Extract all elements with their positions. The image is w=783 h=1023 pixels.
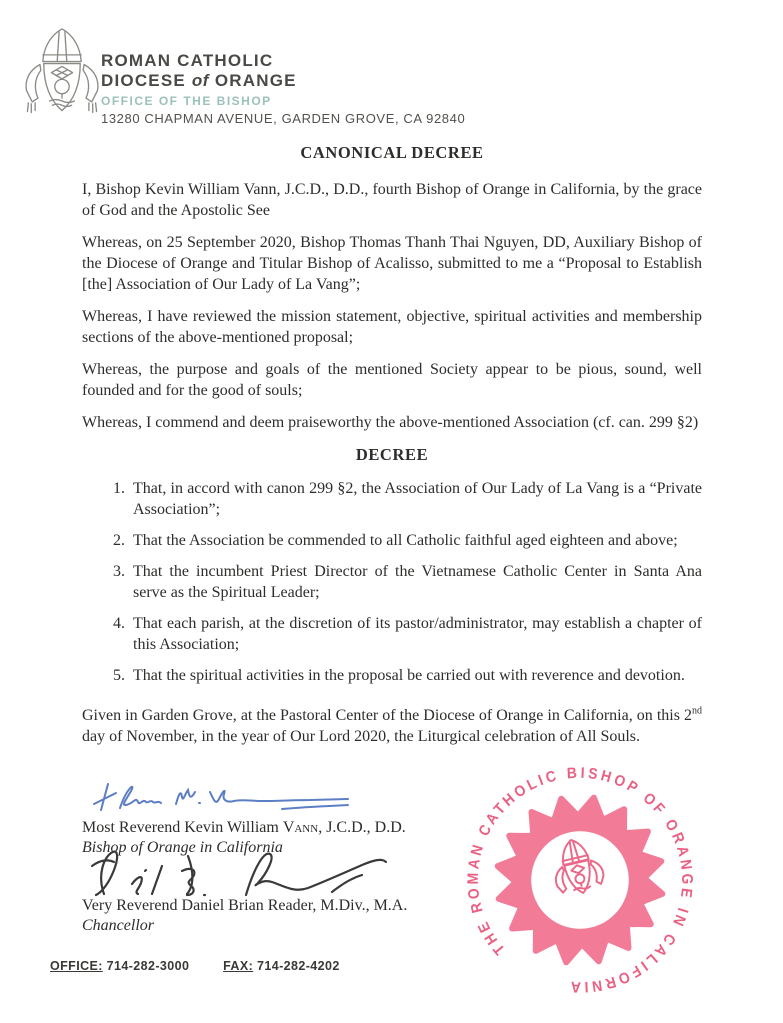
address: 13280 CHAPMAN AVENUE, GARDEN GROVE, CA 92840 [101,111,466,126]
org-name-line1: ROMAN CATHOLIC [101,51,274,70]
bishop-seal-stamp-icon [434,734,727,1023]
bishop-title: Bishop of Orange in California [82,839,283,856]
office-of-the-bishop: OFFICE OF THE BISHOP [101,94,272,108]
bishop-handwritten-signature [86,777,382,823]
decree-item: That the Association be commended to all Catholic faithful aged eighteen and above; [133,532,678,549]
chancellor-name: Very Reverend Daniel Brian Reader, M.Div., M.A. [82,897,408,914]
paragraph-whereas-3: Whereas, the purpose and goals of the mentioned Society appear to be pious, sound, well founded and for the good of souls; [82,361,702,399]
decree-item: That, in accord with canon 299 §2, the Association of Our Lady of La Vang is a “Private Association”; [133,480,702,518]
fax-number: 714-282-4202 [257,959,340,973]
paragraph-preamble: I, Bishop Kevin William Vann, J.C.D., D.D., fourth Bishop of Orange in California, by the grace of God and the Apostolic See [82,181,702,219]
bishop-name: Most Reverend Kevin William Vann, J.C.D., D.D. [82,819,406,836]
paragraph-whereas-1: Whereas, on 25 September 2020, Bishop Thomas Thanh Thai Nguyen, DD, Auxiliary Bishop of the Diocese of Orange and Titular Bishop of Acalisso, submitted to me a “Proposal to Establish [the] Association of Our Lady of La Vang”; [82,234,702,293]
org-name-line2: DIOCESE of ORANGE [101,71,297,90]
paragraph-whereas-4: Whereas, I commend and deem praiseworthy the above-mentioned Association (cf. can. 299 §2) [82,414,699,431]
footer-contact [50,959,340,973]
fax-label: FAX: [223,959,254,973]
decree-item: That the incumbent Priest Director of the Vietnamese Catholic Center in Santa Ana serve as the Spiritual Leader; [133,563,702,601]
office-phone-label: OFFICE: [50,959,103,973]
ordinal-superscript: nd [692,705,702,717]
chancellor-signature-block [82,896,407,936]
office-phone-number: 714-282-3000 [106,959,190,973]
decree-heading: DECREE [355,445,429,464]
decree-item: That the spiritual activities in the proposal be carried out with reverence and devotion. [133,667,685,684]
document-title: CANONICAL DECREE [300,143,484,162]
closing-paragraph: Given in Garden Grove, at the Pastoral Center of the Diocese of Orange in California, on this 2nd day of November, in the year of Our Lord 2020, the Liturgical celebration of All Souls. [82,705,702,745]
document-body [82,143,702,747]
letterhead [101,51,465,127]
seal-ring-text: THE ROMAN CATHOLIC BISHOP OF ORANGE IN CALIFORNIA [464,764,696,996]
bishop-mitre-crest-icon [14,26,110,126]
chancellor-title: Chancellor [82,917,154,934]
paragraph-whereas-2: Whereas, I have reviewed the mission statement, objective, spiritual activities and membership sections of the above-mentioned proposal; [82,308,702,346]
decree-item: That each parish, at the discretion of its pastor/administrator, may establish a chapter of this Association; [133,615,702,653]
decree-list [82,478,702,686]
